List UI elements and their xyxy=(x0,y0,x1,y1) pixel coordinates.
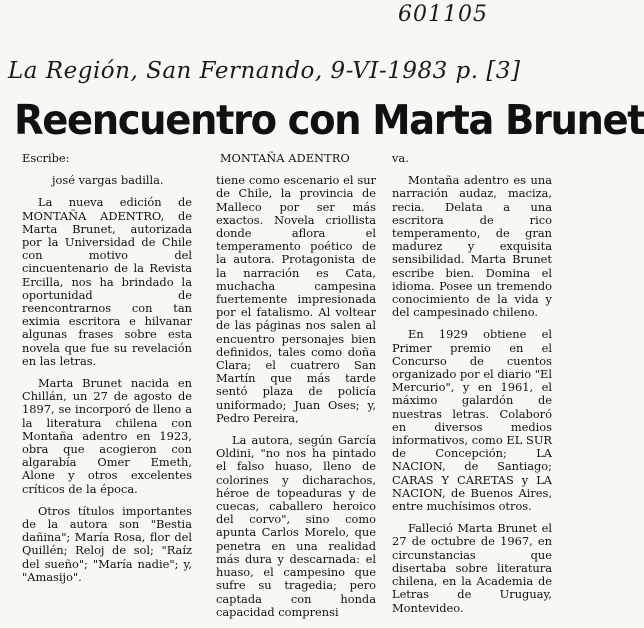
column-1 xyxy=(22,152,192,593)
byline-label: Escribe: xyxy=(22,151,70,165)
paragraph: Falleció Marta Brunet el 27 de octubre de 1967, en circunstancias que disertaba sobre literatura chilena, en la Academia de Letras de Uruguay, Montevideo. xyxy=(392,521,552,615)
column-3 xyxy=(392,152,552,624)
paragraph: Montaña adentro es una narración audaz, maciza, recia. Delata a una escritora de rico temperamento, de gran madurez y exquisita sensibilidad. Marta Brunet escribe bien. Domina el idioma. Posee un tremendo conocimiento de la vida y del campesinado chileno. xyxy=(392,173,552,320)
paragraph: tiene como escenario el sur de Chile, la provincia de Malleco por ser más exactos. Novela criollista donde aflora el temperamento poético de la autora. Protagonista de la narración es Cata, muchacha campesina fuertemente impresionada por el fatalismo. Al voltear de las páginas nos salen al encuentro personajes bien definidos, tales como doña Clara; el cuatrero San Martín que más tarde sentó plaza de policía uniformado; Juan Oses; y, Pedro Pereira, xyxy=(216,173,376,425)
paragraph: La autora, según García Oldini, "no nos ha pintado el falso huaso, lleno de colorines y dicharachos, héroe de topeaduras y de cuecas, caballero heroico del corvo", sino como apunta Carlos Morelo, que penetra en una realidad más dura y descarnada: el huaso, el campesino que sufre su tragedia; pero captada con honda capacidad comprensi xyxy=(216,433,376,619)
paragraph: La nueva edición de MONTAÑA ADENTRO, de Marta Brunet, autorizada por la Universidad de Chile con motivo del cincuentenario de la Revista Ercilla, nos ha brindado la oportunidad de reencontrarnos con tan eximia escritora e hilvanar algunas frases sobre esta novela que fue su revelación en las letras. xyxy=(22,195,192,368)
paragraph: Otros títulos importantes de la autora son "Bestia dañina"; María Rosa, flor del Quillén; Reloj de sol; "Raíz del sueño"; "María nadie"; y, "Amasijo". xyxy=(22,503,192,584)
section-heading: MONTAÑA ADENTRO xyxy=(220,152,350,165)
byline-name: josé vargas badilla. xyxy=(52,173,164,188)
headline: Reencuentro con Marta Brunet xyxy=(14,96,644,144)
column-2 xyxy=(216,152,376,628)
paragraph: Marta Brunet nacida en Chillán, un 27 de agosto de 1897, se incorporó de lleno a la literatura chilena con Montaña adentro en 1923, obra que acogieron con algarabía Omer Emeth, Alone y otros excelentes críticos de la época. xyxy=(22,376,192,496)
paragraph: En 1929 obtiene el Primer premio en el Concurso de cuentos organizado por el diario "El Mercurio", y en 1961, el máximo galardón de nuestras letras. Colaboró en diversos medios informativos, como EL SUR de Concepción; LA NACION, de Santiago; CARAS Y CARETAS y LA NACION, de Buenos Aires, entre muchísimos otros. xyxy=(392,327,552,514)
paragraph-continuation: va. xyxy=(392,151,409,165)
archive-code-handwritten: 601105 xyxy=(398,2,488,27)
source-citation-handwritten: La Región, San Fernando, 9-VI-1983 p. [3] xyxy=(8,58,521,84)
